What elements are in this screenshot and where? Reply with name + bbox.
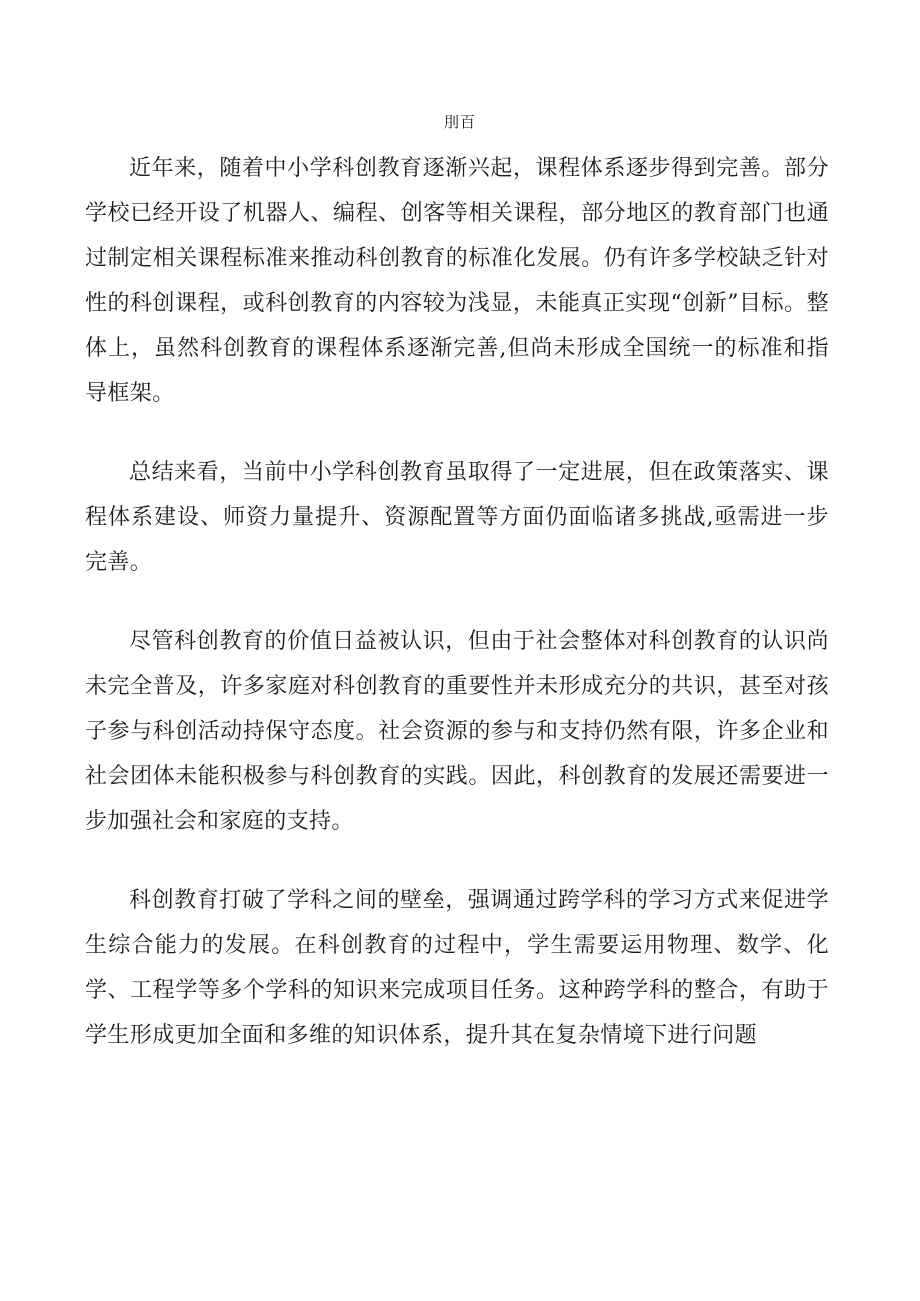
- paragraph-2: 总结来看，当前中小学科创教育虽取得了一定进展，但在政策落实、课程体系建设、师资力量提升、资源配置等方面仍面临诸多挑战,亟需进一步完善。: [85, 460, 829, 575]
- paragraph-3: 尽管科创教育的价值日益被认识，但由于社会整体对科创教育的认识尚未完全普及，许多家庭对科创教育的重要性并未形成充分的共识，甚至对孩子参与科创活动持保守态度。社会资源的参与和支持仍然有限，许多企业和社会团体未能积极参与科创教育的实践。因此，科创教育的发展还需要进一步加强社会和家庭的支持。: [85, 629, 829, 834]
- paragraph-1: 近年来，随着中小学科创教育逐渐兴起，课程体系逐步得到完善。部分学校已经开设了机器人、编程、创客等相关课程，部分地区的教育部门也通过制定相关课程标准来推动科创教育的标准化发展。仍有许多学校缺乏针对性的科创课程，或科创教育的内容较为浅显，未能真正实现“创新”目标。整体上，虽然科创教育的课程体系逐渐完善,但尚未形成全国统一的标准和指导框架。: [85, 156, 829, 406]
- paragraph-4: 科创教育打破了学科之间的壁垒，强调通过跨学科的学习方式来促进学生综合能力的发展。在科创教育的过程中，学生需要运用物理、数学、化学、工程学等多个学科的知识来完成项目任务。这种跨学科的整合，有助于学生形成更加全面和多维的知识体系，提升其在复杂情境下进行问题: [85, 888, 829, 1048]
- document-body: [85, 146, 829, 1092]
- page-title: 刖百: [443, 113, 476, 131]
